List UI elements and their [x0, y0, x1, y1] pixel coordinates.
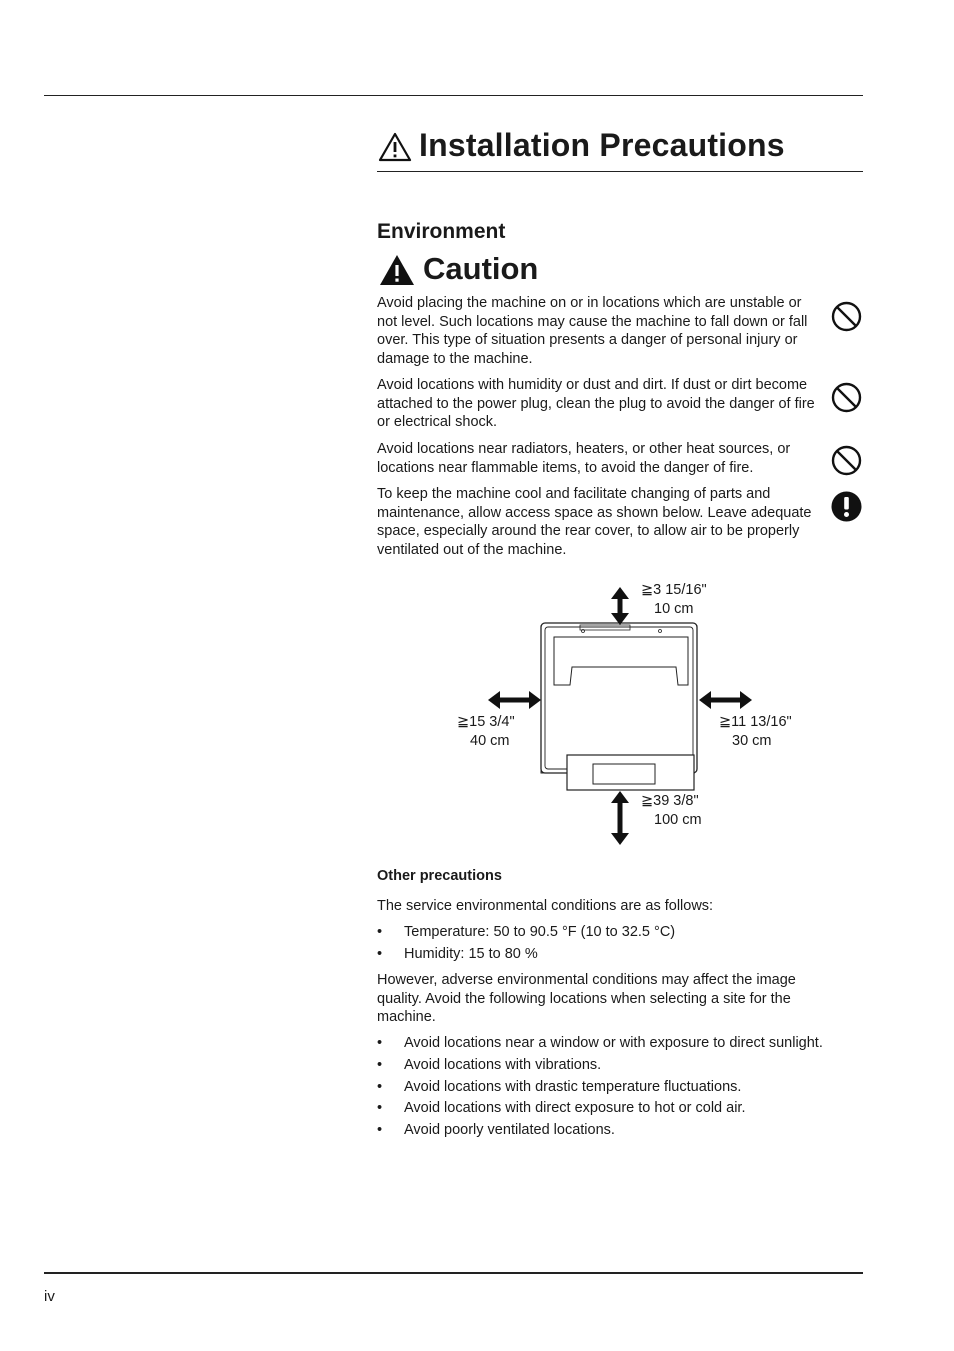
other-precautions-heading: Other precautions	[377, 868, 502, 884]
caution-paragraph-2: Avoid locations with humidity or dust and dirt. If dust or dirt become attached to the power plug, clean the plug to avoid the danger of fire or electrical shock.	[377, 377, 815, 430]
warning-triangle-icon	[378, 132, 412, 162]
footer-rule	[44, 1272, 863, 1274]
clearance-diagram	[440, 575, 840, 855]
caution-paragraph-1: Avoid placing the machine on or in locations which are unstable or not level. Such locations may cause the machine to fall down or fall over. This type of situation presents a danger of personal injury or damage to the machine.	[377, 295, 808, 367]
header-rule	[44, 95, 863, 96]
page-title: Installation Precautions	[419, 127, 785, 163]
section-heading-environment: Environment	[377, 220, 506, 243]
conditions-intro: The service environmental conditions are as follows:	[377, 898, 714, 914]
title-block	[377, 126, 863, 172]
left-clearance-label: ≧15 3/4" 40 cm	[457, 714, 515, 749]
caution-paragraph-3: Avoid locations near radiators, heaters, or other heat sources, or locations near flammable items, to avoid the danger of fire.	[377, 441, 791, 476]
top-clearance-label: ≧3 15/16" 10 cm	[641, 582, 707, 617]
caution-triangle-icon	[379, 254, 415, 286]
prohibited-icon	[831, 301, 862, 332]
prohibited-icon	[831, 382, 862, 413]
caution-paragraph-4: To keep the machine cool and facilitate changing of parts and maintenance, allow access space as shown below. Leave adequate space, especially around the rear cover, to allow air to be properly ventilated out of the machine.	[377, 486, 812, 558]
bottom-clearance-label: ≧39 3/8" 100 cm	[641, 793, 702, 828]
page-number: iv	[44, 1288, 55, 1305]
caution-title: Caution	[423, 251, 539, 286]
prohibited-icon	[831, 445, 862, 476]
conditions-note: However, adverse environmental conditions may affect the image quality. Avoid the following locations when selecting a site for the machine.	[377, 972, 796, 1025]
right-clearance-label: ≧11 13/16" 30 cm	[719, 714, 792, 749]
mandatory-action-icon	[831, 491, 862, 522]
